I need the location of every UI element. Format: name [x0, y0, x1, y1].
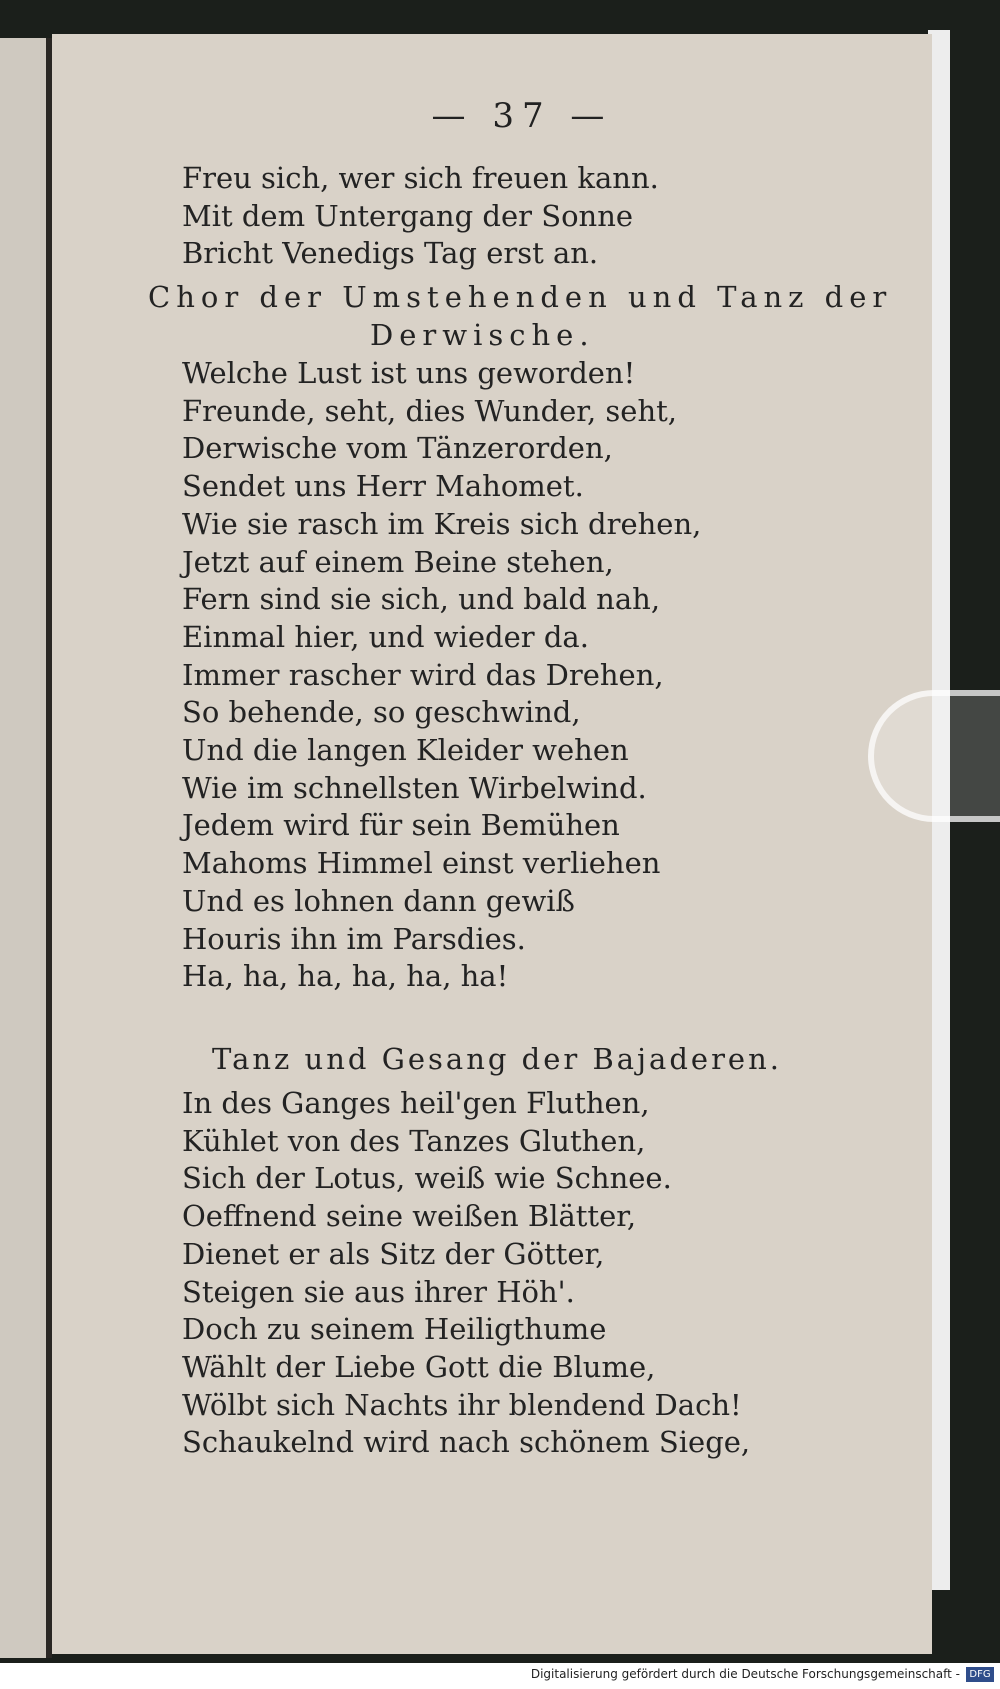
verse-block-3	[182, 1085, 750, 1462]
verse-line: Freu sich, wer sich freuen kann.	[182, 161, 659, 195]
page-number: — 37 —	[431, 96, 613, 136]
verse-line: Wölbt sich Nachts ihr blendend Dach!	[182, 1387, 742, 1422]
verse-line: Dienet er als Sitz der Götter,	[182, 1236, 605, 1271]
book-page	[52, 34, 932, 1654]
verse-line: Schaukelnd wird nach schönem Siege,	[182, 1425, 751, 1460]
verse-line: Wie sie rasch im Kreis sich drehen,	[182, 506, 702, 541]
footer-bar	[0, 1663, 1000, 1689]
verse-line: So behende, so geschwind,	[182, 695, 581, 730]
verse-line: Immer rascher wird das Drehen,	[182, 657, 664, 692]
verse-line: Und die langen Kleider wehen	[182, 733, 629, 768]
verse-line: Ha, ha, ha, ha, ha, ha!	[182, 959, 509, 994]
verse-line: Mit dem Untergang der Sonne	[182, 198, 634, 233]
verse-line: Sendet uns Herr Mahomet.	[182, 469, 584, 504]
page-clip	[868, 690, 1000, 822]
left-page-edge	[0, 38, 48, 1658]
verse-line: Freunde, seht, dies Wunder, seht,	[182, 393, 677, 428]
verse-line: Houris ihn im Parsdies.	[182, 921, 526, 956]
verse-block-1	[182, 160, 659, 273]
verse-line: Mahoms Himmel einst verliehen	[182, 846, 661, 881]
verse-line: Jetzt auf einem Beine stehen,	[182, 544, 614, 579]
verse-line: Doch zu seinem Heiligthume	[182, 1312, 607, 1347]
verse-line: Bricht Venedigs Tag erst an.	[182, 236, 599, 271]
section-heading-derwische-line2: Derwische.	[370, 318, 595, 352]
verse-line: In des Ganges heil'gen Fluthen,	[182, 1086, 650, 1120]
verse-line: Kühlet von des Tanzes Gluthen,	[182, 1123, 646, 1158]
verse-line: Welche Lust ist uns geworden!	[182, 356, 636, 390]
verse-line: Oeffnend seine weißen Blätter,	[182, 1199, 637, 1234]
verse-line: Jedem wird für sein Bemühen	[182, 808, 620, 843]
section-heading-bajaderen: Tanz und Gesang der Bajaderen.	[212, 1042, 782, 1076]
dfg-logo: DFG	[966, 1667, 994, 1682]
verse-block-2	[182, 355, 701, 996]
verse-line: Fern sind sie sich, und bald nah,	[182, 582, 661, 617]
verse-line: Sich der Lotus, weiß wie Schnee.	[182, 1161, 672, 1196]
verse-line: Wählt der Liebe Gott die Blume,	[182, 1349, 656, 1384]
verse-line: Steigen sie aus ihrer Höh'.	[182, 1274, 575, 1309]
verse-line: Derwische vom Tänzerorden,	[182, 431, 613, 466]
funding-notice: Digitalisierung gefördert durch die Deutsche Forschungsgemeinschaft -	[530, 1667, 960, 1681]
section-heading-derwische-line1: Chor der Umstehenden und Tanz der	[148, 280, 893, 314]
verse-line: Wie im schnellsten Wirbelwind.	[182, 770, 647, 805]
verse-line: Und es lohnen dann gewiß	[182, 883, 575, 918]
verse-line: Einmal hier, und wieder da.	[182, 619, 589, 654]
